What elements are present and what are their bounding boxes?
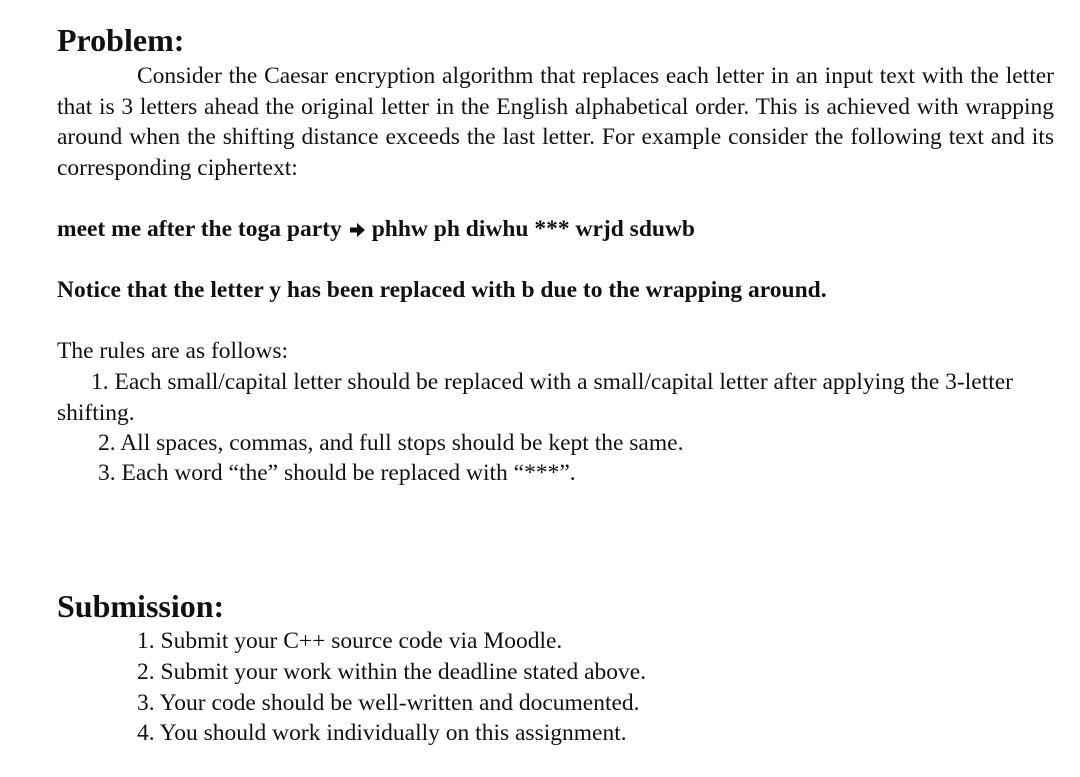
example-plaintext: meet me after the toga party: [57, 216, 342, 242]
submission-item-1: 1. Submit your C++ source code via Moodle.: [137, 628, 563, 654]
example-line: [57, 214, 695, 247]
rule-item-2: 2. All spaces, commas, and full stops should be kept the same.: [98, 430, 684, 456]
notice-text: Notice that the letter y has been replaced with b due to the wrapping around.: [57, 277, 827, 303]
rule-item-1: 1. Each small/capital letter should be replaced with a small/capital letter after applying the 3-letter shifting.: [57, 369, 1014, 426]
submission-item-3: 3. Your code should be well-written and documented.: [137, 690, 640, 716]
submission-heading: Submission:: [57, 588, 225, 624]
intro-paragraph: Consider the Caesar encryption algorithm that replaces each letter in an input text with the letter that is 3 letters ahead the original letter in the English alphabetical order. This is achieved with wrapping around when the shifting distance exceeds the last letter. For example consider the following text and its corresponding ciphertext:: [57, 63, 1054, 182]
example-ciphertext: phhw ph diwhu *** wrjd sduwb: [371, 216, 695, 242]
submission-item-4: 4. You should work individually on this assignment.: [137, 720, 627, 746]
rule-item-3: 3. Each word “the” should be replaced with “***”.: [98, 460, 576, 486]
submission-item-2: 2. Submit your work within the deadline stated above.: [137, 659, 647, 685]
right-arrow-icon: [348, 217, 366, 247]
problem-heading: Problem:: [57, 22, 185, 58]
rules-intro: The rules are as follows:: [57, 338, 289, 364]
